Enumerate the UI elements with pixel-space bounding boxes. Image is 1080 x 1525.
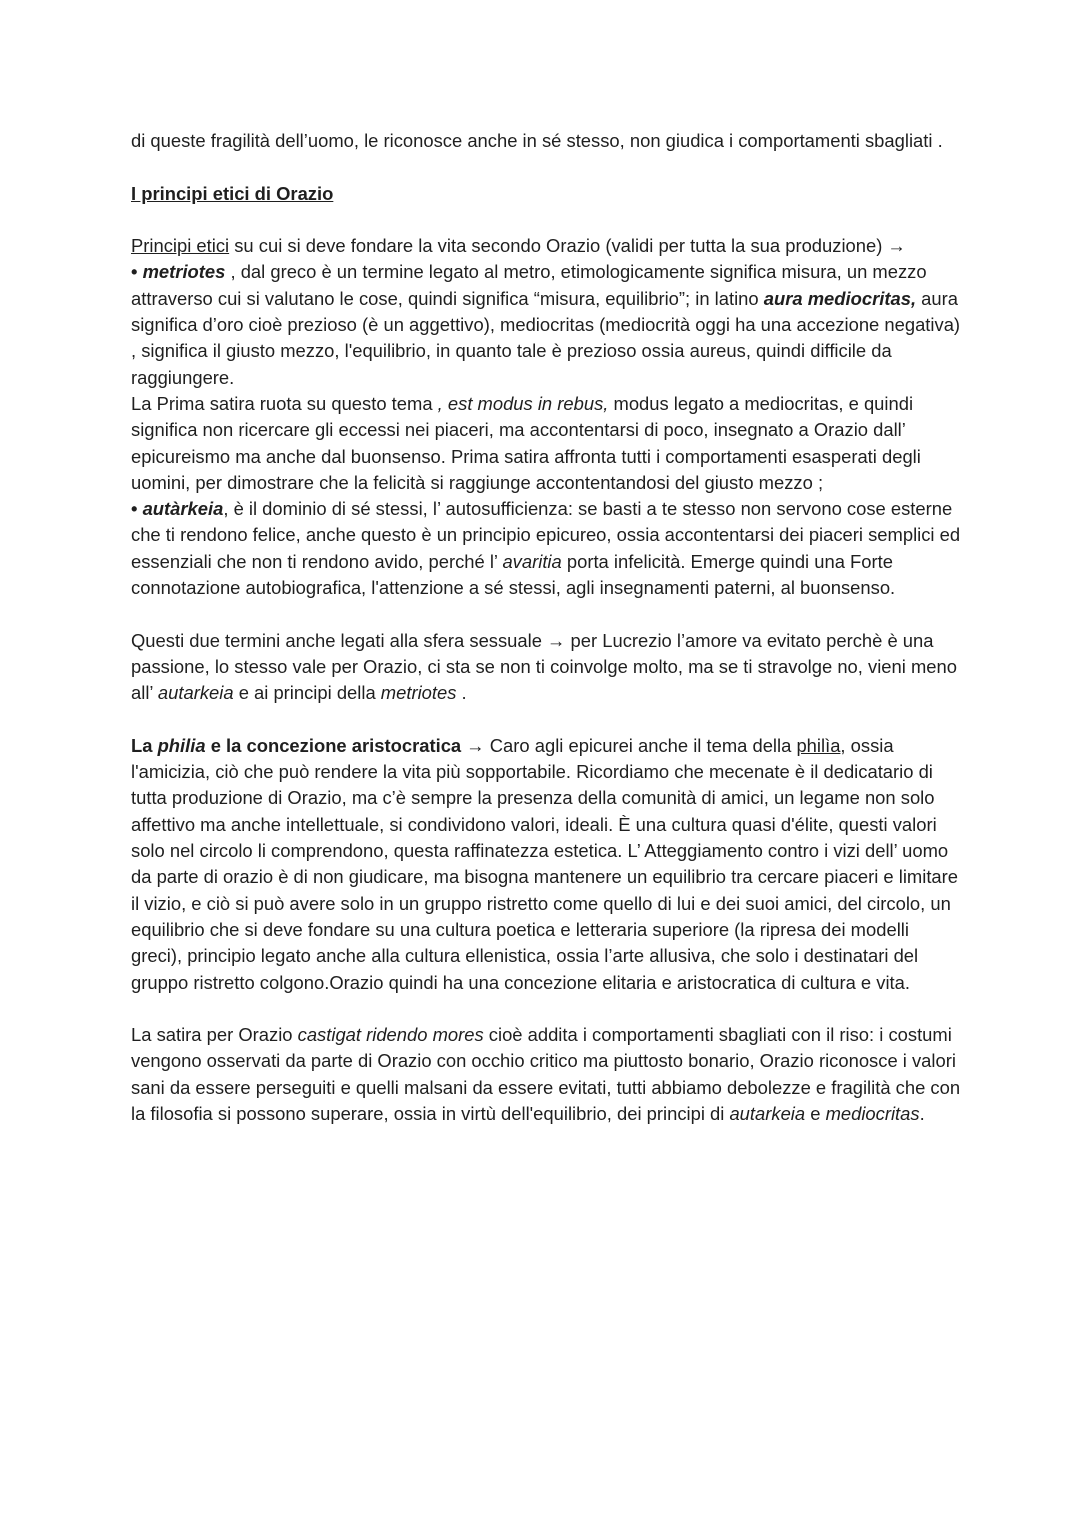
est-modus-quote: , est modus in rebus,: [437, 392, 609, 414]
metriotes-term: metriotes: [142, 261, 226, 283]
autarkeia-term: autarkeia: [729, 1102, 806, 1124]
autarkeia-term: autarkeia: [157, 682, 234, 704]
autarkeia-paragraph: • autàrkeia, è il dominio di sé stessi, l’ autosufficienza: se basti a te stesso non servono cose esterne che ti rendono felice, anche questo è un principio epicureo, ossia accontentarsi dei piaceri semplici ed essenziali che non ti rendono avido, perché l’ avaritia porta infelicità. Emerge quindi una Forte connotazione autobiografica, l'attenzione a sé stessi, agli insegnamenti paterni, al buonsenso.: [131, 498, 961, 599]
bullet-icon: •: [131, 261, 138, 283]
section-heading: I principi etici di Orazio: [131, 182, 334, 204]
philia-paragraph: La philia e la concezione aristocratica → Caro agli epicurei anche il tema della philìa, ossia l'amicizia, ciò che può rendere la vita più sopportabile. Ricordiamo che mecenate è il dedicatario di tutta produzione di Orazio, ma c’è sempre la presenza della comunità di amici, un legame non solo affettivo ma anche intellettuale, si condividono valori, ideali. È una cultura quasi d'élite, questi valori solo nel circolo li comprendono, questa raffinatezza estetica. L’ Atteggiamento contro i vizi dell’ uomo da parte di orazio è di non giudicare, ma bisogna mantenere un equilibrio tra cercare piaceri e limitare il vizio, e ciò si può avere solo in un gruppo ristretto come quello di lui e dei suoi amici, del circolo, un equilibrio che si deve fondare su una cultura poetica e letteraria superiore (la ripresa dei modelli greci), principio legato anche alla cultura ellenistica, ossia l’arte allusiva, che solo i destinatari del gruppo ristretto colgono.Orazio quindi ha una concezione elitaria e aristocratica di cultura e vita.: [131, 734, 959, 993]
avaritia-term: avaritia: [502, 550, 562, 572]
document-body: [131, 128, 961, 1127]
intro-paragraph: di queste fragilità dell’uomo, le riconosce anche in sé stesso, non giudica i comportamenti sbagliati .: [131, 130, 943, 151]
metriotes-term: metriotes: [380, 682, 457, 704]
castigat-motto: castigat ridendo mores: [297, 1024, 484, 1046]
prima-satira-paragraph: La Prima satira ruota su questo tema , est modus in rebus, modus legato a mediocritas, e quindi significa non ricercare gli eccessi nei piaceri, ma accontentarsi di poco, insegnato a Orazio dall’ epicureismo ma anche dal buonsenso. Prima satira affronta tutti i comportamenti esasperati degli uomini, per dimostrare che la felicità si raggiunge accontentandosi del giusto mezzo ;: [131, 392, 921, 493]
autarkeia-term: autàrkeia: [142, 498, 224, 520]
aura-mediocritas-term: aura mediocritas,: [763, 287, 917, 309]
philia-heading: La philia e la concezione aristocratica: [131, 734, 462, 756]
sfera-sessuale-paragraph: Questi due termini anche legati alla sfera sessuale → per Lucrezio l’amore va evitato perchè è una passione, lo stesso vale per Orazio, ci sta se non ti coinvolge molto, ma se ti stravolge no, vieni meno all’ autarkeia e ai principi della metriotes .: [131, 629, 957, 704]
principles-label: Principi etici: [131, 235, 230, 257]
satira-paragraph: La satira per Orazio castigat ridendo mores cioè addita i comportamenti sbagliati con il riso: i costumi vengono osservati da parte di Orazio con occhio critico ma piuttosto bonario, Orazio riconosce i valori sani da essere perseguiti e quelli malsani da essere evitati, tutti abbiamo debolezze e fragilità che con la filosofia si possono superare, ossia in virtù dell'equilibrio, dei principi di autarkeia e mediocritas.: [131, 1024, 961, 1124]
principles-intro-paragraph: Principi etici su cui si deve fondare la vita secondo Orazio (validi per tutta la sua produzione) →: [131, 235, 906, 257]
mediocritas-term: mediocritas: [825, 1102, 920, 1124]
philia-link: philìa: [796, 734, 841, 756]
metriotes-paragraph: • metriotes , dal greco è un termine legato al metro, etimologicamente significa misura, un mezzo attraverso cui si valutano le cose, quindi significa “misura, equilibrio”; in latino aura mediocritas, aura significa d’oro cioè prezioso (è un aggettivo), mediocritas (mediocrità oggi ha una accezione negativa) , significa il giusto mezzo, l'equilibrio, in quanto tale è prezioso ossia aureus, quindi difficile da raggiungere.: [131, 261, 961, 388]
bullet-icon: •: [131, 498, 138, 520]
